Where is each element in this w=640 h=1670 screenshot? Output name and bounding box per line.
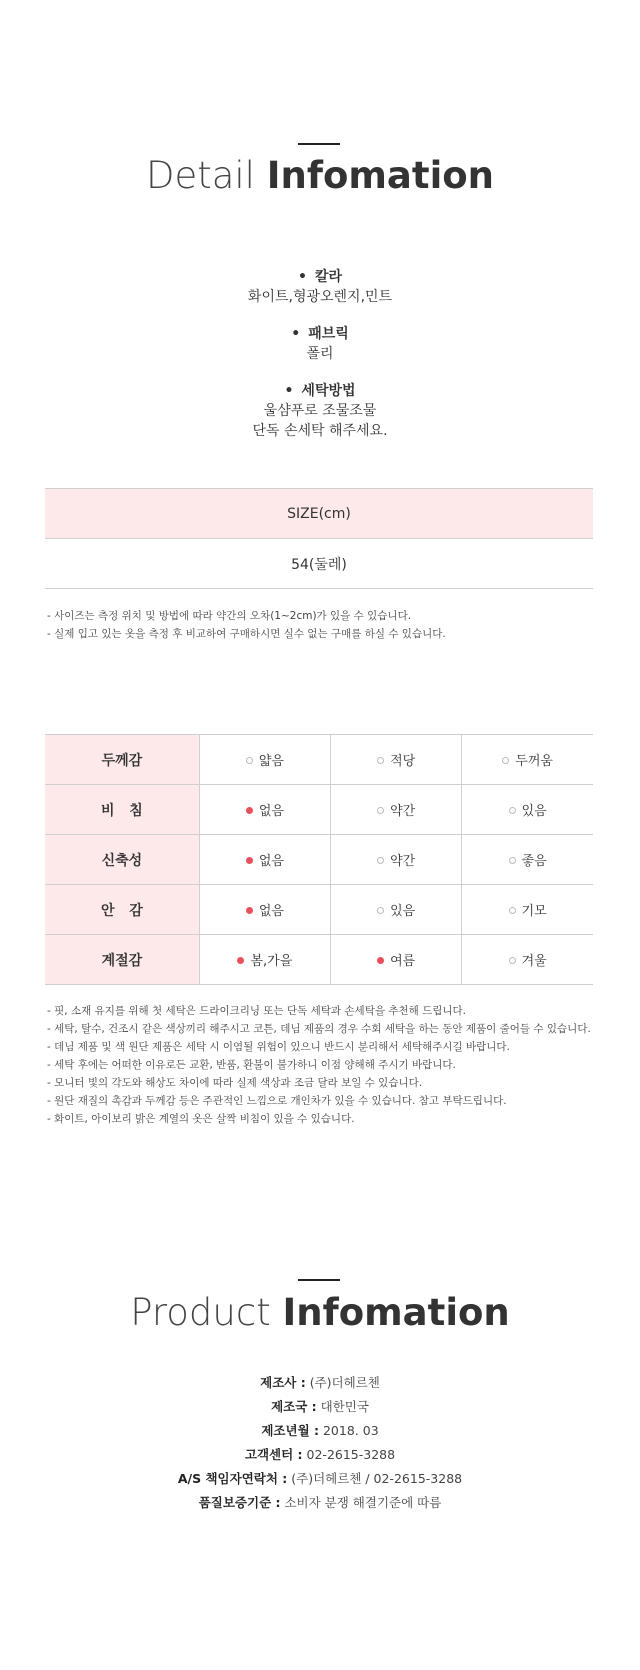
option-text: 약간 xyxy=(390,804,416,819)
info-key: 제조년월 : xyxy=(261,1423,319,1438)
care-note: - 세탁, 탈수, 건조시 같은 색상끼리 해주시고 코튼, 데님 제품의 경우 수회 세탁을 하는 동안 제품이 줄어들 수 있습니다. xyxy=(47,1023,591,1035)
unselected-dot-icon xyxy=(509,957,516,964)
care-note: - 데님 제품 및 색 원단 제품은 세탁 시 이염될 위험이 있으니 반드시 분리해서 세탁해주시길 바랍니다. xyxy=(47,1041,510,1053)
care-note: - 핏, 소재 유지를 위해 첫 세탁은 드라이크리닝 또는 단독 세탁과 손세탁을 추천해 드립니다. xyxy=(47,1005,467,1017)
spec-heading: • 칼라 xyxy=(0,267,640,287)
unselected-dot-icon xyxy=(377,857,384,864)
unselected-dot-icon xyxy=(377,757,384,764)
care-note: - 모니터 빛의 각도와 해상도 차이에 따라 실제 색상과 조금 달라 보일 수 있습니다. xyxy=(47,1077,423,1089)
grid-option xyxy=(331,785,462,835)
grid-option xyxy=(331,835,462,885)
option-text: 여름 xyxy=(390,954,416,969)
size-table-header: SIZE(cm) xyxy=(45,489,593,539)
product-title xyxy=(0,1291,640,1334)
product-info-row xyxy=(0,1467,640,1491)
spec-value: 단독 손세탁 해주세요. xyxy=(252,423,388,439)
unselected-dot-icon xyxy=(509,907,516,914)
grid-label: 신축성 xyxy=(45,835,199,885)
grid-option xyxy=(331,735,462,785)
spec-color xyxy=(0,267,640,307)
grid-row-stretch xyxy=(45,835,593,885)
option-text: 기모 xyxy=(521,904,547,919)
detail-title-bold: Infomation xyxy=(266,154,495,197)
size-note: - 사이즈는 측정 위치 및 방법에 따라 약간의 오차(1~2cm)가 있을 수 있습니다. xyxy=(47,610,412,622)
option-text: 있음 xyxy=(390,904,416,919)
option-text: 약간 xyxy=(390,854,416,869)
info-key: 품질보증기준 : xyxy=(198,1495,281,1510)
selected-dot-icon xyxy=(246,857,253,864)
info-value: (주)더헤르첸 / 02-2615-3288 xyxy=(291,1471,463,1486)
product-title-bold: Infomation xyxy=(282,1291,510,1334)
detail-title-rule xyxy=(298,143,340,145)
unselected-dot-icon xyxy=(377,907,384,914)
grid-option xyxy=(462,835,593,885)
grid-option xyxy=(199,785,330,835)
grid-option xyxy=(462,735,593,785)
option-text: 있음 xyxy=(521,804,547,819)
grid-label: 두께감 xyxy=(45,735,199,785)
product-info-row xyxy=(0,1419,640,1443)
spec-washing xyxy=(0,381,640,441)
selected-dot-icon xyxy=(246,907,253,914)
grid-row-thickness xyxy=(45,735,593,785)
info-value: 소비자 분쟁 해결기준에 따름 xyxy=(284,1495,442,1510)
grid-option xyxy=(462,935,593,985)
product-info-row xyxy=(0,1443,640,1467)
info-value: 대한민국 xyxy=(320,1399,369,1414)
info-key: 제조국 : xyxy=(271,1399,317,1414)
grid-option xyxy=(331,935,462,985)
feature-grid xyxy=(45,734,593,985)
spec-fabric xyxy=(0,324,640,364)
spec-heading: • 패브릭 xyxy=(0,324,640,344)
product-info-row xyxy=(0,1395,640,1419)
grid-option xyxy=(199,935,330,985)
unselected-dot-icon xyxy=(246,757,253,764)
product-info-list xyxy=(0,1371,640,1515)
info-value: (주)더헤르첸 xyxy=(309,1375,380,1390)
spec-value: 울샴푸로 조물조물 xyxy=(263,403,377,419)
grid-row-season xyxy=(45,935,593,985)
unselected-dot-icon xyxy=(509,857,516,864)
unselected-dot-icon xyxy=(509,807,516,814)
option-text: 없음 xyxy=(258,804,284,819)
option-text: 좋음 xyxy=(521,854,547,869)
info-key: 고객센터 : xyxy=(244,1447,303,1462)
info-value: 02-2615-3288 xyxy=(306,1447,396,1462)
detail-title-light: Detail xyxy=(145,154,255,197)
option-text: 얇음 xyxy=(258,754,284,769)
option-text: 없음 xyxy=(258,854,284,869)
grid-label: 비 침 xyxy=(45,785,199,835)
care-note: - 세탁 후에는 어떠한 이유로든 교환, 반품, 환불이 불가하니 이점 양해해 주시기 바랍니다. xyxy=(47,1059,456,1071)
grid-option xyxy=(462,885,593,935)
selected-dot-icon xyxy=(377,957,384,964)
grid-label: 계절감 xyxy=(45,935,199,985)
option-text: 두꺼움 xyxy=(515,754,553,769)
grid-row-sheerness xyxy=(45,785,593,835)
care-note: - 화이트, 아이보리 밝은 계열의 옷은 살짝 비침이 있을 수 있습니다. xyxy=(47,1113,355,1125)
grid-option xyxy=(199,835,330,885)
size-note: - 실제 입고 있는 옷을 측정 후 비교하여 구매하시면 실수 없는 구매를 하실 수 있습니다. xyxy=(47,628,446,640)
info-key: A/S 책임자연락처 : xyxy=(177,1471,288,1486)
detail-title xyxy=(0,154,640,197)
selected-dot-icon xyxy=(246,807,253,814)
care-notes xyxy=(47,1002,591,1128)
unselected-dot-icon xyxy=(377,807,384,814)
product-title-light: Product xyxy=(130,1291,271,1334)
spec-heading: • 세탁방법 xyxy=(0,381,640,401)
option-text: 봄,가을 xyxy=(250,954,293,969)
option-text: 적당 xyxy=(390,754,416,769)
grid-option xyxy=(462,785,593,835)
product-info-row xyxy=(0,1371,640,1395)
grid-label: 안 감 xyxy=(45,885,199,935)
grid-option xyxy=(199,885,330,935)
spec-value: 폴리 xyxy=(306,346,334,362)
care-note: - 원단 재질의 촉감과 두께감 등은 주관적인 느낌으로 개인차가 있을 수 있습니다. 참고 부탁드립니다. xyxy=(47,1095,507,1107)
info-value: 2018. 03 xyxy=(322,1423,379,1438)
info-key: 제조사 : xyxy=(260,1375,306,1390)
grid-option xyxy=(331,885,462,935)
spec-value: 화이트,형광오렌지,민트 xyxy=(247,289,393,305)
size-notes xyxy=(47,607,446,643)
grid-option xyxy=(199,735,330,785)
size-table xyxy=(45,488,593,589)
selected-dot-icon xyxy=(237,957,244,964)
grid-row-lining xyxy=(45,885,593,935)
option-text: 겨울 xyxy=(521,954,547,969)
unselected-dot-icon xyxy=(502,757,509,764)
option-text: 없음 xyxy=(258,904,284,919)
product-info-row xyxy=(0,1491,640,1515)
product-title-rule xyxy=(298,1279,340,1281)
size-table-value: 54(둘레) xyxy=(45,539,593,589)
